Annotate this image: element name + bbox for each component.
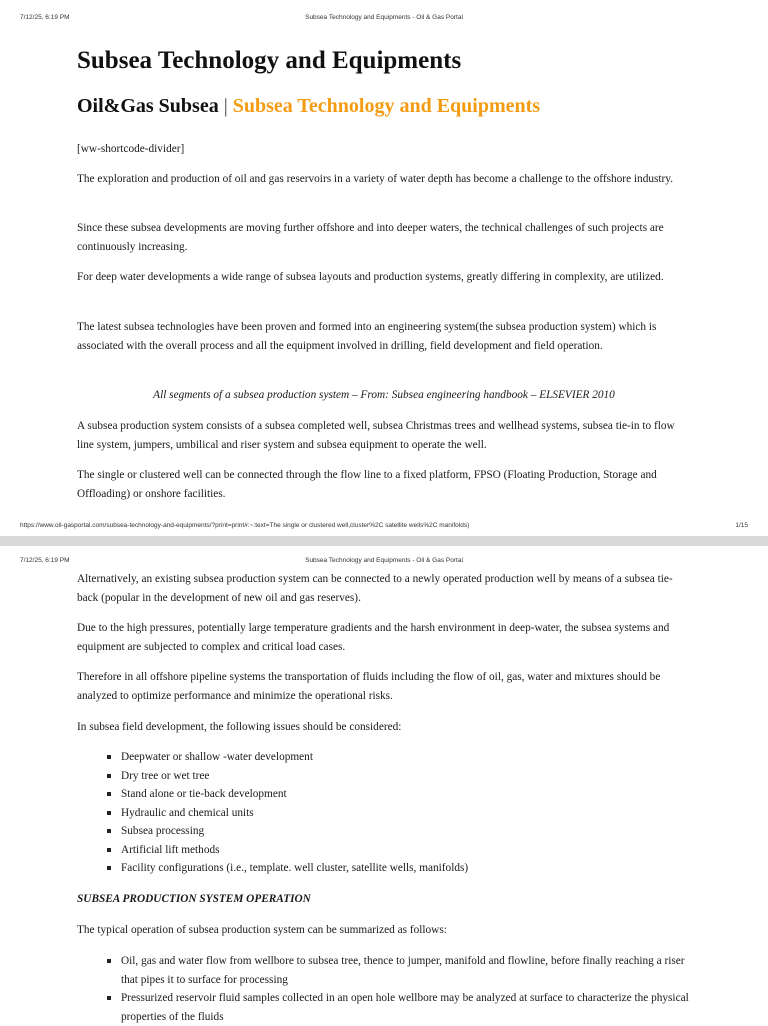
paragraph-tieback: Alternatively, an existing subsea production system can be connected to a newly operated production well by means of a subsea tie-back (popular in the development of new oil and gas reserves).	[77, 573, 673, 604]
list-item: Facility configurations (i.e., template. well cluster, satellite wells, manifolds)	[77, 859, 691, 878]
paragraph-challenges: Since these subsea developments are moving further offshore and into deeper waters, the technical challenges of such projects are continuously increasing.	[77, 222, 664, 253]
shortcode-text: [ww-shortcode-divider]	[77, 143, 185, 155]
list-item: Dry tree or wet tree	[77, 767, 691, 786]
paragraph-intro: The exploration and production of oil and gas reservoirs in a variety of water depth has become a challenge to the offshore industry.	[77, 173, 674, 185]
list-item: Subsea processing	[77, 822, 691, 841]
subtitle-category-link[interactable]: Oil&Gas Subsea	[77, 95, 219, 117]
subtitle-current-page: Subsea Technology and Equipments	[232, 95, 541, 117]
list-item: Pressurized reservoir fluid samples collected in an open hole wellbore may be analyzed at surface to characterize the physical properties of the fluids	[77, 989, 691, 1026]
paragraph-system-components: A subsea production system consists of a subsea completed well, subsea Christmas trees and wellhead systems, subsea tie-in to flow line system, jumpers, umbilical and riser system and subsea equipment to operate the well.	[77, 420, 675, 451]
paragraph-latest-tech: The latest subsea technologies have been proven and formed into an engineering system(the subsea production system) which is associated with the overall process and all the equipment involved in drilling, field development and field operation.	[77, 321, 657, 352]
section-heading: SUBSEA PRODUCTION SYSTEM OPERATION	[77, 893, 311, 905]
subtitle-separator: |	[223, 95, 228, 117]
paragraph-connection: The single or clustered well can be connected through the flow line to a fixed platform, FPSO (Floating Production, Storage and Offloading) or onshore facilities.	[77, 469, 657, 500]
print-doc-title: Subsea Technology and Equipments - Oil & Gas Portal	[305, 557, 463, 564]
print-url: https://www.oil-gasportal.com/subsea-technology-and-equipments/?print=print#:~:text=The single or clustered well,cluster%2C satellite wells%2C manifolds)	[20, 522, 470, 529]
paragraph-operation-intro: The typical operation of subsea production system can be summarized as follows:	[77, 924, 447, 936]
operations-list	[77, 952, 691, 1026]
print-datetime: 7/12/25, 6:19 PM	[20, 14, 70, 21]
page-break	[0, 536, 768, 546]
page-title: Subsea Technology and Equipments	[77, 47, 462, 74]
figure-caption: All segments of a subsea production system – From: Subsea engineering handbook – ELSEVIER 2010	[153, 389, 615, 401]
paragraph-deepwater: For deep water developments a wide range of subsea layouts and production systems, greatly differing in complexity, are utilized.	[77, 271, 664, 283]
list-item: Hydraulic and chemical units	[77, 804, 691, 823]
list-item: Stand alone or tie-back development	[77, 785, 691, 804]
paragraph-pressures: Due to the high pressures, potentially large temperature gradients and the harsh environment in deep-water, the subsea systems and equipment are subjected to complex and critical load cases.	[77, 622, 670, 653]
list-item: Artificial lift methods	[77, 841, 691, 860]
print-doc-title: Subsea Technology and Equipments - Oil & Gas Portal	[305, 14, 463, 21]
paragraph-issues-intro: In subsea field development, the following issues should be considered:	[77, 721, 402, 733]
issues-list	[77, 748, 691, 878]
print-page-number: 1/15	[735, 522, 748, 529]
list-item: Oil, gas and water flow from wellbore to subsea tree, thence to jumper, manifold and flowline, before finally reaching a riser that pipes it to surface for processing	[77, 952, 691, 989]
list-item: Deepwater or shallow -water development	[77, 748, 691, 767]
paragraph-fluid-transport: Therefore in all offshore pipeline systems the transportation of fluids including the flow of oil, gas, water and mixtures should be analyzed to optimize performance and minimize the operational risks.	[77, 671, 661, 702]
print-datetime: 7/12/25, 6:19 PM	[20, 557, 70, 564]
page-subtitle	[77, 95, 540, 118]
